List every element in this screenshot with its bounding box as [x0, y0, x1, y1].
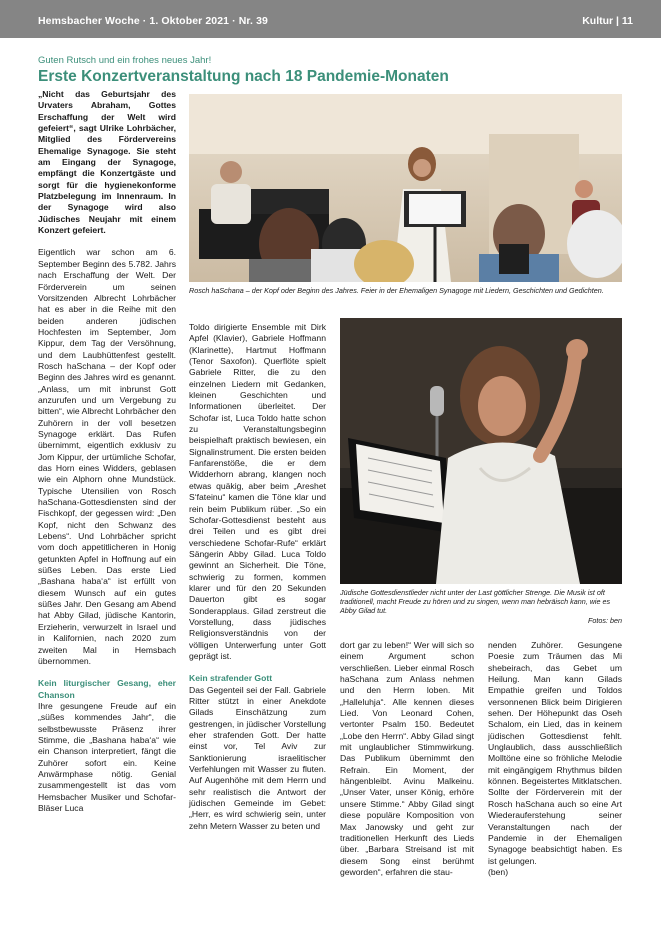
publication-line: Hemsbacher Woche · 1. Oktober 2021 · Nr. 39	[38, 15, 268, 27]
section-page-number: Kultur | 11	[582, 15, 633, 27]
article-headline: Erste Konzertveranstaltung nach 18 Pandemie-Monaten	[38, 68, 449, 85]
concert-photo-top	[189, 94, 622, 282]
concert-photo-singer	[340, 318, 622, 584]
article-column-3	[340, 640, 474, 878]
article-body-4: nenden Zuhörer. Gesungene Poesie zum Träumen das Mi shebeirach, das Gebet um Heilung. Man kann Gilads Empathie greifen und Toldos versonnenen Blick beim Dirigieren sehen. Der Höhepunkt das Oseh Schalom, ein Lied, das in keinem jüdischen Gottesdienst fehlt. Unglaublich, dass ausschließlich Molltöne eine so fröhliche Melodie mit eingängigem Rhythmus bilden können. Begeistertes Mitklatschen. Sollte der Förderverein mit der Rosch haSchana auch so eine Art Wiederauferstehung seiner Veranstaltungen nach der Pandemie in der Ehemaligen Synagoge beabsichtigt haben. Es ist gelungen.	[488, 640, 622, 866]
page-header	[0, 0, 661, 38]
article-kicker: Guten Rutsch und ein frohes neues Jahr!	[38, 55, 212, 66]
article-body-2b: Das Gegenteil sei der Fall. Gabriele Ritter stützt in einer Anekdote Gilads Einschätzung zum gestrengen, in jüdischer Vorstellung eher strafenden Gott. Der hatte einst vor, Tel Aviv zur Sanktionierung israelitischer Verfehlungen mit Wasser zu fluten. Auf Augenhöhe mit dem Herrn und sehr realistisch die Antwort der jüdischen Gemeinde im Gebet: „Herr, es wird schwierig sein, unter zehn Metern Wasser zu beten und	[189, 684, 326, 831]
article-body-3: dort gar zu leben!“ Wer will sich so einem Argument schon verschließen. Lieber einmal Rosch haSchana zum Anlass nehmen und den Herrn loben. Mit „Halleluhja“. Alle kennen dieses Lied. Von Leonard Cohen, vertonter Psalm 150. Bedeutet „Lobe den Herrn“. Abby Gilad singt mit unglaublicher Stimmwirkung. Das Publikum übernimmt den Refrain. Ein Moment, der hängenbleibt. Avinu Malkeinu. „Unser Vater, unser König, erhöre unsere Stimme.“ Abby Gilad singt diese populäre Komposition von Max Janowsky und geht zur traditionellen Herkunft des Lieds über. „Barbara Streisand ist mit diesem Song einst berühmt geworden“, erfahren die stau-	[340, 640, 474, 877]
article-column-1	[38, 89, 176, 814]
top-photo-caption: Rosch haSchana – der Kopf oder Beginn des Jahres. Feier in der Ehemaligen Synagoge mit Liedern, Geschichten und Gedichten.	[189, 286, 604, 295]
article-column-2	[189, 322, 326, 832]
subheading-strafender-gott: Kein strafender Gott	[189, 673, 273, 684]
subheading-chanson: Kein liturgischer Gesang, eher Chanson	[38, 678, 176, 700]
article-body-2: Toldo dirigierte Ensemble mit Dirk Apfel (Klavier), Gabriele Hoffmann (Klarinette), Hartmut Hoffmann (Tenor Saxofon). Querflöte spielt Gabriele Ritter, die zu den einzelnen Liedern mit Gedanken, kleinen Geschichten und Informationen überleitet. Der Schofar ist, Luca Toldo hatte schon zu Veranstaltungsbeginn beispielhaft praktisch bewiesen, ein Signalinstrument. Die ersten beiden Fanfarenstöße, die er dem Widderhorn abrang, klangen noch etwas quäkig, aber beim „Areshet S‘fateinu“ kamen die Töne klar und rein beim Publikum rüber. „So ein Schofar-Gottesdienst besteht aus drei Teilen und es gibt drei verschiedene Schofar-Rufe“ erklärt Sängerin Abby Gilad. Luca Toldo gewinnt an Sicherheit. Die Töne, schwierig zu formen, kommen klarer und für den 20 Sekunden Dauerton gibt es sogar Sonderapplaus. Gilad zerstreut die Vorstellung, dass jüdisches Religionsverständnis von der völligen Unterwerfung unter Gott geprägt ist.	[189, 322, 326, 661]
article-body-1: Eigentlich war schon am 6. September Beginn des 5.782. Jahrs nach Erschaffung der Welt. Der Förderverein um seinen Vorsitzenden Albrecht Lohrbächer hat es aber in die Reihe mit den beiden anderen jüdischen Hochfesten im September, Jom Kippur, dem Tag der Versöhnung, und dem Laubhüttenfest gestellt. Rosch haSchana – der Kopf oder Beginn des Jahres wird es genannt. „Anlass, um mit inbrunst Gott anzurufen und um Vergebung zu bitten“, wie Albrecht Lohrbächer den Zuhörern in der voll besetzen Synagoge erklärt. Das Rufen übernimmt, eigentlich exklusiv zu Jom Kippur, der urtümliche Schofar, das Horn eines Widders, geblasen wie ein Alphorn ohne Mundstück. Typische Utensilien von Rosch haSchana-Gottesdiensten sind der Fischkopf, der gegessen wird: „Den Kopf, nicht den Schwanz des Lebens“. Und Lohrbächer spricht vom doch appetitlicheren in Honig getunkten Apfel in Hoffnung auf ein süßes Leben. Das erste Lied „Bashana haba‘a“ ist erfüllt von diesem Wunsch auf ein gutes süßes Jahr. Den Gesang am Abend hat Abby Gilad, jüdische Kantorin, Erzieherin, verwurzelt in Israel und in Kalifornien, nach 2020 zum zweiten Mal in Hemsbach übernommen.	[38, 247, 176, 666]
bottom-photo-caption	[340, 588, 622, 625]
article-body-1b: Ihre gesungene Freude auf ein „süßes kommendes Jahr“, die selbstbewusste Präsenz ihrer Stimme, die „Bashana haba‘a“ wie ein Chanson interpretiert, fängt die Zuhörer sofort ein. Keine Anwärmphase nötig. Genial zusammengestellt ist das vom Hemsbacher Musiker und Schofar-Bläser Luca	[38, 700, 176, 813]
article-column-4	[488, 640, 622, 878]
article-lead: „Nicht das Geburtsjahr des Urvaters Abraham, Gottes Erschaffung der Welt wird gefeiert“, sagt Ulrike Lohrbächer, Mitglied des Fördervereins Ehemalige Synagoge. Sie steht am Eingang der Synagoge, empfängt die Konzertgäste und sorgt für die hygienekonforme Platzbelegung im Innenraum. In der Synagoge wird also Jüdisches Neujahr mit einem Konzert gefeiert.	[38, 89, 176, 236]
bottom-caption-text: Jüdische Gottesdienstlieder nicht unter der Last göttlicher Strenge. Die Musik ist oft traditionell, macht Freude zu hören und zu singen, wenn man hebräisch kann, wie es Abby Gilad tut.	[340, 588, 611, 616]
photo-credit: Fotos: ben	[588, 615, 622, 625]
author-signoff: (ben)	[488, 866, 509, 877]
